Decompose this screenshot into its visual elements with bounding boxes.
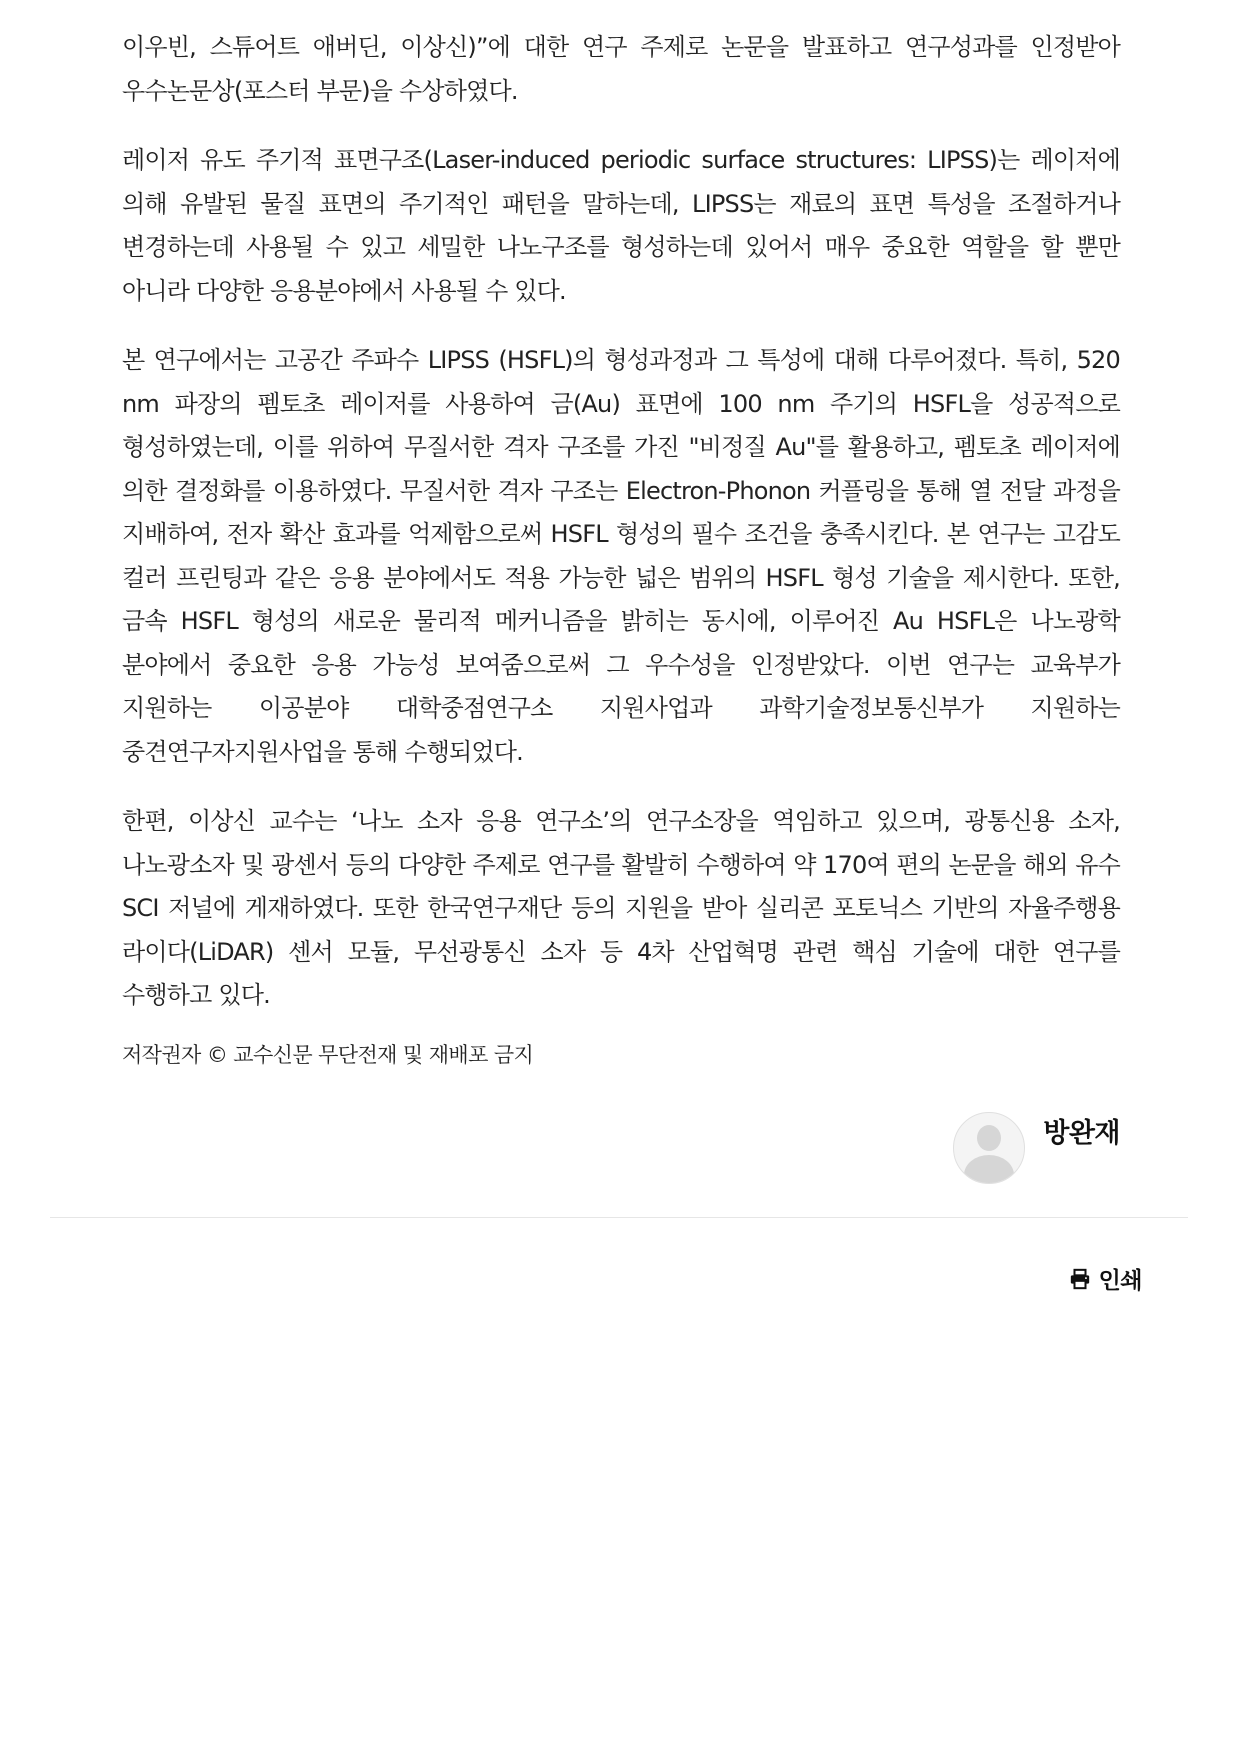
section-divider bbox=[50, 1217, 1188, 1218]
print-label: 인쇄 bbox=[1098, 1268, 1142, 1294]
article-paragraph: 이우빈, 스튜어트 애버딘, 이상신)”에 대한 연구 주제로 논문을 발표하고 연구성과를 인정받아 우수논문상(포스터 부문)을 수상하였다. bbox=[122, 33, 1120, 105]
article-paragraph: 본 연구에서는 고공간 주파수 LIPSS (HSFL)의 형성과정과 그 특성에 대해 다루어졌다. 특히, 520 nm 파장의 펨토초 레이저를 사용하여 금(Au) 표면에 100 nm 주기의 HSFL을 성공적으로 형성하였는데, 이를 위하여 무질서한 격자 구조를 가진 "비정질 Au"를 활용하고, 펨토초 레이저에 의한 결정화를 이용하였다. 무질서한 격자 구조는 Electron-Phonon 커플링을 통해 열 전달 과정을 지배하여, 전자 확산 효과를 억제함으로써 HSFL 형성의 필수 조건을 충족시킨다. 본 연구는 고감도 컬러 프린팅과 같은 응용 분야에서도 적용 가능한 넓은 범위의 HSFL 형성 기술을 제시한다. 또한, 금속 HSFL 형성의 새로운 물리적 메커니즘을 밝히는 동시에, 이루어진 Au HSFL은 나노광학 분야에서 중요한 응용 가능성 보여줌으로써 그 우수성을 인정받았다. 이번 연구는 교육부가 지원하는 이공분야 대학중점연구소 지원사업과 과학기술정보통신부가 지원하는 중견연구자지원사업을 통해 수행되었다. bbox=[122, 346, 1120, 766]
printer-icon bbox=[1069, 1268, 1091, 1290]
author-byline[interactable] bbox=[953, 1112, 1120, 1184]
article-paragraph: 레이저 유도 주기적 표면구조(Laser-induced periodic surface structures: LIPSS)는 레이저에 의해 유발된 물질 표면의 주기적인 패턴을 말하는데, LIPSS는 재료의 표면 특성을 조절하거나 변경하는데 사용될 수 있고 세밀한 나노구조를 형성하는데 있어서 매우 중요한 역할을 할 뿐만 아니라 다양한 응용분야에서 사용될 수 있다. bbox=[122, 146, 1120, 305]
article-paragraph: 한편, 이상신 교수는 ‘나노 소자 응용 연구소’의 연구소장을 역임하고 있으며, 광통신용 소자, 나노광소자 및 광센서 등의 다양한 주제로 연구를 활발히 수행하여 약 170여 편의 논문을 해외 유수 SCI 저널에 게재하였다. 또한 한국연구재단 등의 지원을 받아 실리콘 포토닉스 기반의 자율주행용 라이다(LiDAR) 센서 모듈, 무선광통신 소자 등 4차 산업혁명 관련 핵심 기술에 대한 연구를 수행하고 있다. bbox=[122, 807, 1120, 1009]
user-avatar-icon bbox=[953, 1112, 1025, 1184]
print-button[interactable] bbox=[1069, 1262, 1142, 1295]
article-body bbox=[122, 26, 1120, 1070]
copyright-notice: 저작권자 © 교수신문 무단전재 및 재배포 금지 bbox=[122, 1042, 534, 1067]
author-name[interactable]: 방완재 bbox=[1043, 1118, 1120, 1149]
